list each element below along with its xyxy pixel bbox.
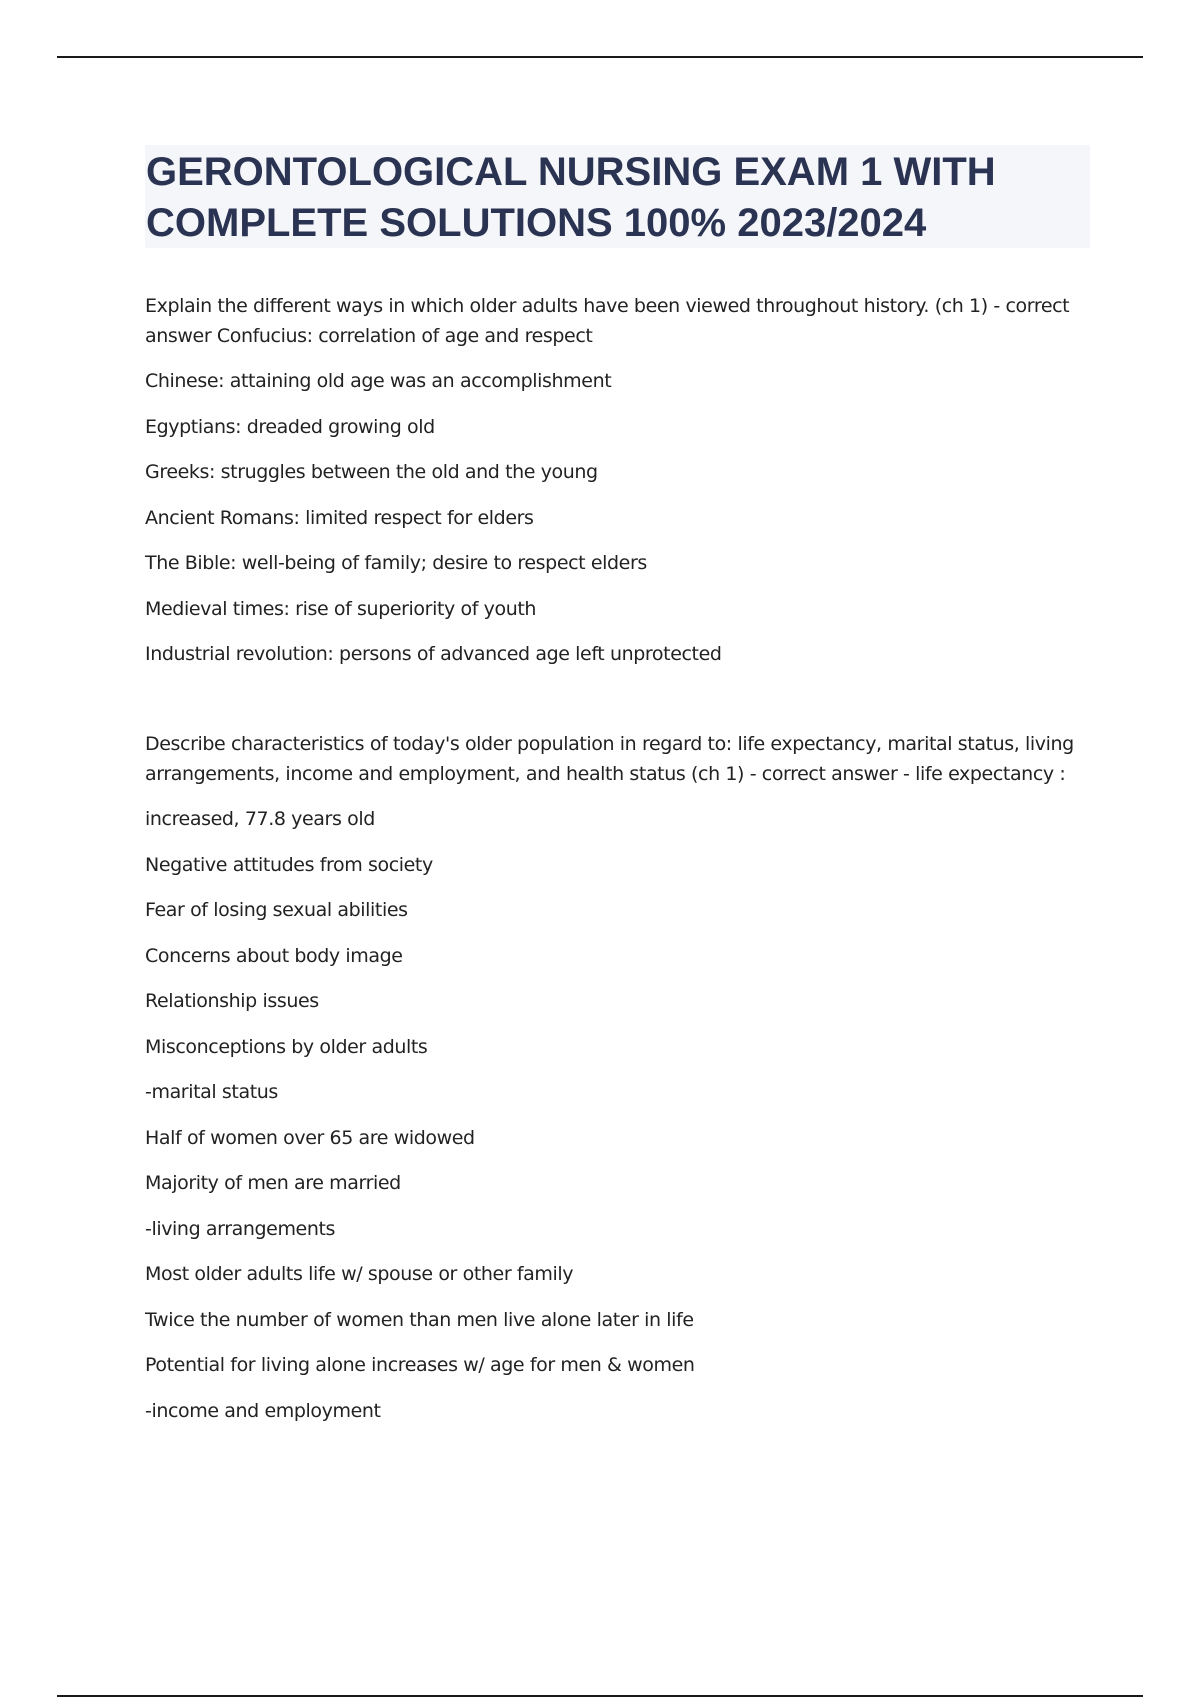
q2-item: Concerns about body image: [145, 945, 403, 967]
q1-item: Greeks: struggles between the old and the young: [145, 461, 598, 483]
document-title: [145, 145, 1090, 248]
q2-item: increased, 77.8 years old: [145, 808, 375, 830]
q2-item: Fear of losing sexual abilities: [145, 899, 408, 921]
q2-item: -living arrangements: [145, 1218, 336, 1240]
top-divider: [57, 56, 1143, 58]
q1-item: Ancient Romans: limited respect for elders: [145, 507, 534, 529]
q2-item: Most older adults life w/ spouse or other family: [145, 1263, 574, 1285]
title-line-2: COMPLETE SOLUTIONS 100% 2023/2024: [146, 201, 927, 245]
q1-item: Chinese: attaining old age was an accomplishment: [145, 370, 612, 392]
q1-item: Egyptians: dreaded growing old: [145, 416, 435, 438]
q1-text-line-2: answer Confucius: correlation of age and respect: [145, 325, 593, 347]
q1-text-line-1: Explain the different ways in which older adults have been viewed throughout history. (ch 1) - correct: [145, 295, 1070, 317]
title-line-1: GERONTOLOGICAL NURSING EXAM 1 WITH: [146, 150, 996, 194]
q2-item: Relationship issues: [145, 990, 319, 1012]
q2-item: Potential for living alone increases w/ age for men & women: [145, 1354, 695, 1376]
q1-item: Medieval times: rise of superiority of youth: [145, 598, 537, 620]
q2-item: Half of women over 65 are widowed: [145, 1127, 475, 1149]
q2-item: -marital status: [145, 1081, 278, 1103]
q2-item: Misconceptions by older adults: [145, 1036, 428, 1058]
q2-text-line-2: arrangements, income and employment, and health status (ch 1) - correct answer - life expectancy :: [145, 763, 1066, 785]
q2-item: Majority of men are married: [145, 1172, 401, 1194]
q2-item: Negative attitudes from society: [145, 854, 433, 876]
q2-item: -income and employment: [145, 1400, 381, 1422]
q2-item: Twice the number of women than men live alone later in life: [145, 1309, 694, 1331]
bottom-divider: [57, 1695, 1143, 1697]
q2-text-line-1: Describe characteristics of today's older population in regard to: life expectancy, marital status, living: [145, 733, 1074, 755]
q1-item: Industrial revolution: persons of advanced age left unprotected: [145, 643, 722, 665]
q1-item: The Bible: well-being of family; desire to respect elders: [145, 552, 647, 574]
